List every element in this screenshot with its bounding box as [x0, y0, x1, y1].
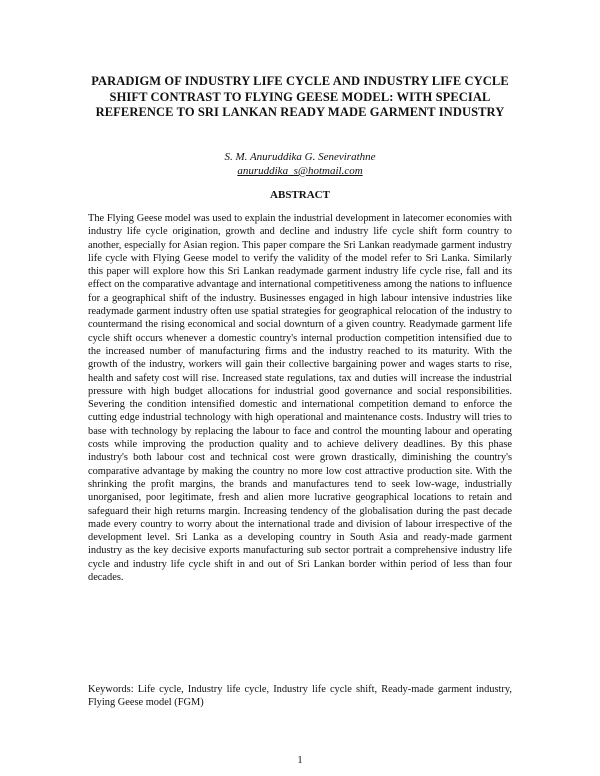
author-email-link[interactable]: anuruddika_s@hotmail.com: [237, 165, 363, 177]
abstract-body: The Flying Geese model was used to explain the industrial development in latecomer economies with industry life cycle origination, growth and decline and industry life cycle shift form country to another, especially for Asian region. This paper compare the Sri Lankan readymade garment industry life cycle with Flying Geese model to verify the validity of the model refer to Sri Lanka. Similarly this paper will explore how this Sri Lankan readymade garment industry life cycle rise, fall and its effect on the comparative advantage and international competitiveness among the nations to influence for a geographical shift of the industry. Businesses engaged in high labour intensive industries like readymade garment industry often use spatial strategies for geographical relocation of the industry to countermand the rising economical and social downturn of a given country. Readymade garment life cycle shift occurs whenever a domestic country's internal production competition intensified due to the increased number of manufacturing firms and the industry reached to its maturity. With the growth of the industry, workers will gain their collective bargaining power and wages starts to rise, health and safety cost will rise. Increased state regulations, tax and duties will increase the industrial pressure with high budget allocations for industrial good governance and social responsibilities. Severing the condition intensified domestic and international competition demand to enforce the cutting edge industrial technology with high operational and maintenance costs. Industry will tries to base with technology by replacing the labour to face and control the mounting labour and operating costs while improving the production quality and to achieve delivery deadlines. By this phase industry's both labour cost and technical cost were grown drastically, diminishing the country's comparative advantage by making the country no more low cost attractive production site. With the shrinking the profit margins, the brands and manufactures tend to seek low-wage, industrially unorganised, poor legitimate, fresh and alien more lucrative geographical locations to retain and safeguard their high returns margin. Increasing tendency of the globalisation during the past decade made every country to worry about the international trade and division of labour irrespective of the development level. Sri Lanka as a developing country in South Asia and ready-made garment industry as the key decisive exports manufacturing sub sector portrait a comprehensive industry life cycle and industry life cycle shift in and out of Sri Lankan border within period of less than four decades.: [88, 213, 512, 584]
paper-title: PARADIGM OF INDUSTRY LIFE CYCLE AND INDUSTRY LIFE CYCLE SHIFT CONTRAST TO FLYING GEESE MODEL: WITH SPECIAL REFERENCE TO SRI LANKAN READY MADE GARMENT INDUSTRY: [91, 74, 509, 119]
author-name: S. M. Anuruddika G. Senevirathne: [224, 151, 376, 163]
author-email: [100, 164, 500, 179]
abstract-heading: ABSTRACT: [270, 189, 330, 201]
keywords: Keywords: Life cycle, Industry life cycle, Industry life cycle shift, Ready-made garment industry, Flying Geese model (FGM): [88, 684, 512, 709]
page-number: 1: [297, 755, 303, 766]
